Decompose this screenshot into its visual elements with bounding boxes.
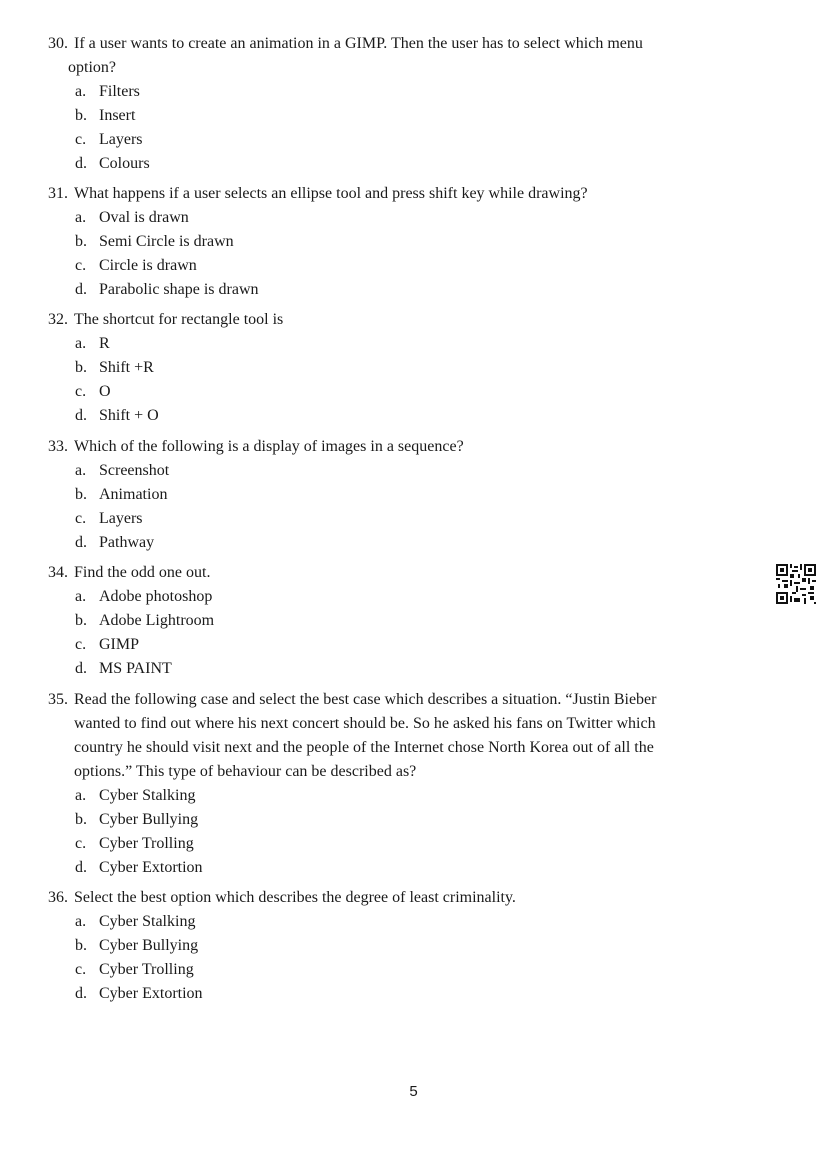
option-c: c. Circle is drawn [75, 256, 197, 274]
option-a: a. Oval is drawn [75, 209, 189, 226]
option-a: a. Cyber Stalking [75, 787, 196, 804]
option-a: a. Cyber Stalking [75, 913, 196, 930]
option-d: d. Cyber Extortion [75, 984, 203, 1002]
qr-code-icon [776, 564, 816, 604]
question-number: 30. [48, 35, 68, 52]
question-number: 36. [48, 889, 68, 906]
question-text: The shortcut for rectangle tool is [74, 311, 284, 328]
option-b: b. Adobe Lightroom [75, 611, 215, 629]
question-36 [48, 886, 758, 1006]
option-list [48, 206, 758, 302]
question-31 [48, 182, 758, 302]
option-c: c. Cyber Trolling [75, 960, 194, 978]
option-list [48, 80, 758, 176]
question-34 [48, 561, 758, 681]
question-number: 34. [48, 564, 68, 581]
option-d: d. MS PAINT [75, 659, 172, 677]
option-c: c. Layers [75, 509, 143, 527]
question-text: option? [68, 59, 116, 76]
question-text: country he should visit next and the people of the Internet chose North Korea out of all the [74, 739, 654, 756]
question-text: Select the best option which describes the degree of least criminality. [74, 889, 516, 906]
option-d: d. Pathway [75, 533, 155, 551]
question-32 [48, 308, 758, 428]
question-text: What happens if a user selects an ellipse tool and press shift key while drawing? [74, 185, 588, 202]
option-a: a. Adobe photoshop [75, 588, 213, 605]
question-number: 35. [48, 691, 68, 708]
option-d: d. Shift + O [75, 406, 159, 424]
option-a: a. Screenshot [75, 462, 170, 479]
option-d: d. Cyber Extortion [75, 858, 203, 876]
option-list [48, 459, 758, 555]
option-b: b. Shift +R [75, 358, 154, 376]
option-b: b. Cyber Bullying [75, 936, 199, 954]
question-33 [48, 435, 758, 555]
option-list [48, 784, 758, 880]
question-text: Read the following case and select the best case which describes a situation. “Justin Bieber [74, 691, 657, 708]
question-number: 32. [48, 311, 68, 328]
option-c: c. Layers [75, 130, 143, 148]
option-b: b. Insert [75, 106, 136, 124]
option-a: a. R [75, 335, 110, 352]
option-b: b. Animation [75, 485, 168, 503]
option-list [48, 910, 758, 1006]
option-c: c. Cyber Trolling [75, 834, 194, 852]
question-text: If a user wants to create an animation in a GIMP. Then the user has to select which menu [74, 35, 643, 52]
option-d: d. Colours [75, 154, 150, 172]
question-text: options.” This type of behaviour can be described as? [74, 763, 417, 780]
option-b: b. Semi Circle is drawn [75, 232, 234, 250]
question-text: wanted to find out where his next concert should be. So he asked his fans on Twitter which [74, 715, 656, 732]
question-text: Find the odd one out. [74, 564, 211, 581]
option-d: d. Parabolic shape is drawn [75, 280, 259, 298]
option-b: b. Cyber Bullying [75, 810, 199, 828]
page-number: 5 [409, 1083, 418, 1100]
question-35 [48, 688, 758, 880]
option-c: c. O [75, 382, 111, 400]
option-list [48, 585, 758, 681]
question-text: Which of the following is a display of images in a sequence? [74, 438, 464, 455]
option-list [48, 332, 758, 428]
question-number: 33. [48, 438, 68, 455]
option-c: c. GIMP [75, 635, 140, 653]
question-number: 31. [48, 185, 68, 202]
option-a: a. Filters [75, 83, 140, 100]
question-30 [48, 32, 758, 176]
